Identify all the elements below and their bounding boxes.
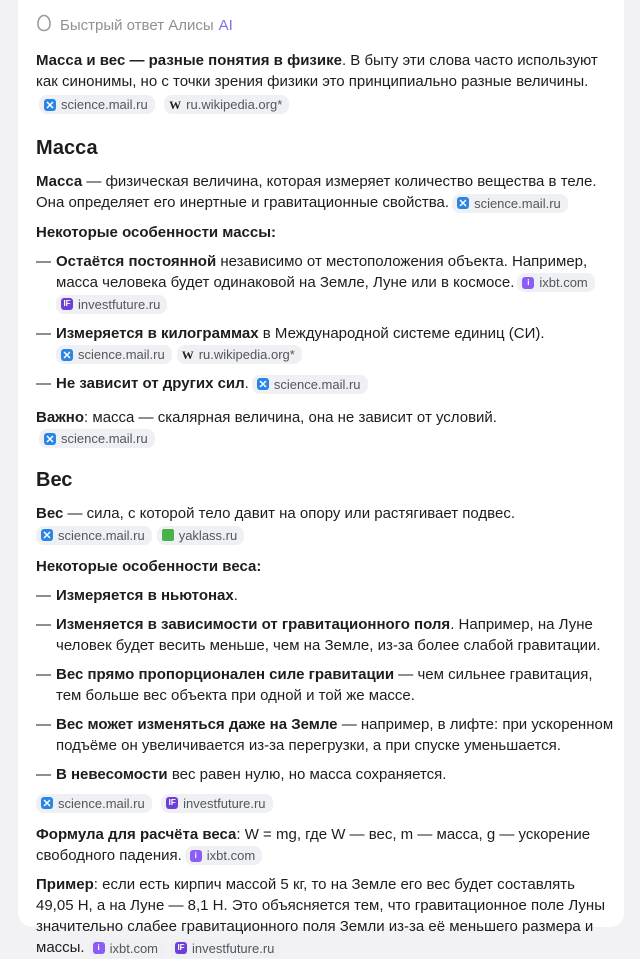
item-bold: Вес может изменяться даже на Земле — [56, 715, 338, 733]
mail-logo-icon — [44, 99, 56, 111]
item-text: в Международной системе единиц (СИ). — [258, 324, 545, 342]
list-item — [36, 764, 616, 785]
mass-definition — [36, 171, 616, 214]
source-chip-label: science.mail.ru — [474, 195, 561, 211]
section-heading-weight: Вес — [36, 469, 73, 492]
source-chip-mail[interactable] — [452, 194, 568, 213]
wikipedia-logo-icon: W — [181, 347, 194, 362]
item-bold: Измеряется в килограммах — [56, 324, 259, 342]
weight-example — [36, 874, 616, 959]
source-chip-mail[interactable] — [39, 95, 155, 114]
source-chip-label: ixbt.com — [109, 940, 159, 956]
source-chip-label: science.mail.ru — [78, 347, 165, 363]
item-bold: Вес прямо пропорционален силе гравитации — [56, 665, 395, 683]
list-item — [36, 614, 616, 656]
section-heading-mass: Масса — [36, 137, 98, 159]
mass-def-text: — физическая величина, которая измеряет количество вещества в теле. Она определяет его инертные и гравитационные свойства. — [36, 173, 597, 211]
mail-logo-icon — [257, 378, 269, 390]
item-text: независимо от местоположения объекта. Например, масса человека будет одинаковой на Земле, Луне или в космосе. — [56, 252, 588, 291]
weight-features-title-text: Некоторые особенности веса: — [36, 557, 262, 575]
list-item — [36, 714, 616, 756]
important-text: : масса — скалярная величина, она не зависит от условий. — [84, 408, 497, 426]
list-item — [36, 373, 616, 395]
ixbt-logo-icon: i — [522, 277, 534, 289]
source-chip-ixbt[interactable] — [185, 846, 262, 865]
alice-icon — [36, 14, 60, 36]
weight-formula — [36, 824, 616, 867]
weight-def-lead: Вес — [36, 505, 64, 523]
source-chip-label: science.mail.ru — [61, 97, 148, 112]
source-chip-label: science.mail.ru — [58, 527, 145, 543]
ixbt-logo-icon: i — [93, 942, 105, 954]
source-chip-label: investfuture.ru — [183, 795, 266, 811]
item-text: . — [244, 375, 249, 393]
source-chip-investfuture[interactable] — [161, 794, 272, 813]
list-item — [36, 664, 616, 706]
mass-def-lead: Масса — [36, 173, 83, 190]
weight-list-sources — [36, 793, 616, 814]
weight-def-text: — сила, с которой тело давит на опору или растягивает подвес. — [63, 505, 515, 523]
answer-header-title: Быстрый ответ Алисы — [60, 16, 214, 34]
mail-logo-icon — [41, 529, 53, 541]
ixbt-logo-icon: i — [190, 850, 202, 862]
mail-logo-icon — [44, 433, 56, 445]
item-text: . Например, на Луне человек будет весить меньше, чем на Земле, из-за более слабой гравитации. — [56, 615, 601, 654]
formula-lead: Формула для расчёта веса — [36, 825, 237, 843]
example-lead: Пример — [36, 876, 94, 894]
mail-logo-icon — [457, 197, 469, 209]
item-bold: В невесомости — [56, 765, 168, 783]
item-bold: Не зависит от других сил — [56, 375, 245, 393]
source-chip-wiki[interactable] — [177, 345, 302, 364]
investfuture-logo-icon: IF — [61, 298, 73, 310]
weight-features-list — [36, 585, 616, 785]
mail-logo-icon — [41, 797, 53, 809]
source-chip-label: ru.wikipedia.org* — [186, 97, 283, 112]
source-chip-mail[interactable] — [252, 375, 368, 394]
mass-features-title — [36, 222, 616, 243]
source-chip-wiki[interactable] — [164, 95, 289, 114]
investfuture-logo-icon: IF — [166, 797, 178, 809]
wikipedia-logo-icon: W — [169, 97, 182, 112]
item-bold: Остаётся постоянной — [56, 252, 217, 270]
source-chip-investfuture[interactable] — [170, 939, 281, 958]
important-lead: Важно — [36, 408, 85, 426]
source-chip-label: ru.wikipedia.org* — [198, 347, 295, 363]
weight-features-title — [36, 556, 616, 577]
source-chip-label: science.mail.ru — [58, 795, 145, 811]
item-text: — чем сильнее гравитация, тем больше вес объекта при одной и той же массе. — [56, 665, 593, 704]
answer-header-ai: AI — [218, 16, 233, 34]
intro-sources — [36, 94, 616, 115]
source-chip-label: science.mail.ru — [61, 431, 148, 447]
list-item — [36, 585, 616, 606]
source-chip-mail[interactable] — [36, 794, 152, 813]
source-chip-label: investfuture.ru — [192, 940, 275, 956]
source-chip-investfuture[interactable] — [56, 295, 167, 314]
weight-definition — [36, 503, 616, 546]
intro-text: . В быту эти слова часто используют как синонимы, но с точки зрения физики это принципиально разные величины. — [36, 52, 598, 90]
item-text: . — [233, 586, 238, 604]
source-chip-label: science.mail.ru — [273, 376, 361, 392]
intro-paragraph — [36, 50, 616, 92]
list-item — [36, 251, 616, 315]
source-chip-mail[interactable] — [36, 526, 152, 545]
item-bold: Измеряется в ньютонах — [56, 586, 234, 604]
intro-lead: Масса и вес — разные понятия в физике — [36, 52, 342, 69]
mass-important — [36, 407, 616, 450]
formula-text: : W = mg, где W — вес, m — масса, g — ускорение свободного падения. — [36, 825, 591, 864]
source-chip-label: ixbt.com — [539, 275, 588, 291]
answer-header — [36, 14, 616, 36]
source-chip-label: yaklass.ru — [178, 527, 238, 543]
item-bold: Изменяется в зависимости от гравитационного поля — [56, 615, 451, 633]
source-chip-mail[interactable] — [56, 345, 172, 364]
example-text: : если есть кирпич массой 5 кг, то на Земле его вес будет составлять 49,05 Н, а на Луне — 8,1 Н. Это объясняется тем, что гравитационное поле Луны значительно слабее гравитационного поля Земли из-за её меньшего размера и массы. — [36, 876, 605, 957]
yaklass-logo-icon — [162, 529, 174, 541]
mass-features-title-text: Некоторые особенности массы: — [36, 223, 277, 241]
source-chip-ixbt[interactable] — [517, 273, 594, 292]
mail-logo-icon — [61, 349, 73, 361]
item-text: — например, в лифте: при ускоренном подъёме он увеличивается из-за перегрузки, а при спуске уменьшается. — [56, 715, 614, 754]
source-chip-mail[interactable] — [39, 429, 155, 448]
item-text: вес равен нулю, но масса сохраняется. — [167, 765, 447, 783]
source-chip-label: ixbt.com — [206, 848, 256, 864]
source-chip-label: investfuture.ru — [78, 296, 161, 312]
source-chip-ixbt[interactable] — [88, 939, 165, 958]
investfuture-logo-icon: IF — [175, 942, 187, 954]
answer-card — [18, 0, 624, 957]
list-item — [36, 323, 616, 366]
source-chip-yaklass[interactable] — [157, 526, 245, 545]
mass-features-list — [36, 251, 616, 395]
